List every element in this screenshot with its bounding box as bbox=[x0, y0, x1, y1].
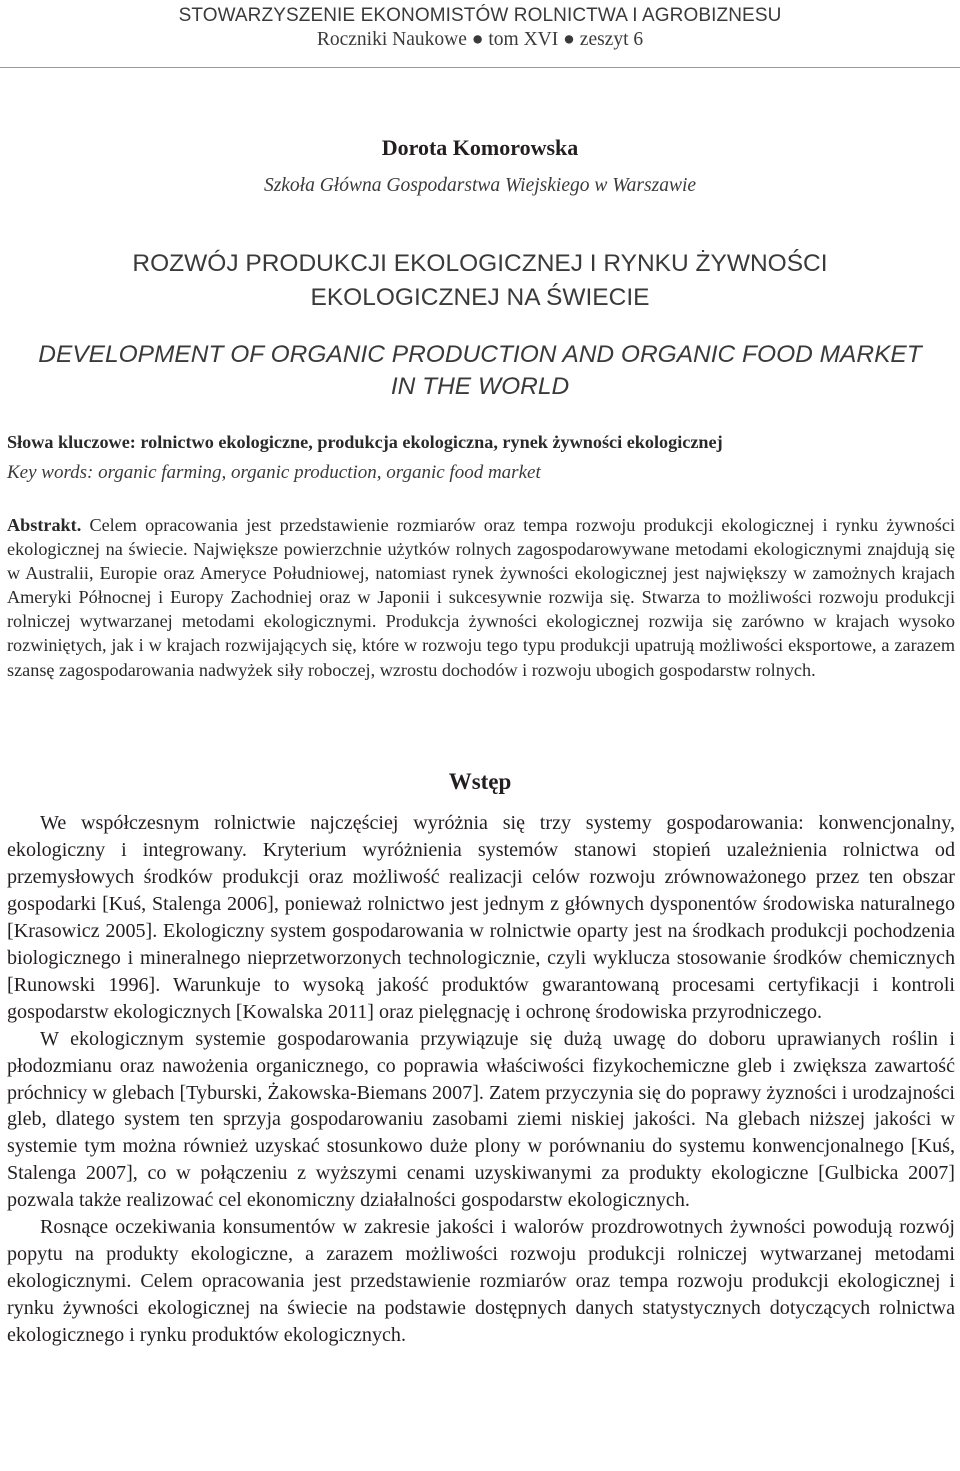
body-paragraph-1: We współczesnym rolnictwie najczęściej wyróżnia się trzy systemy gospodarowania: konwencjonalny, ekologiczny i integrowany. Kryterium wyróżnienia systemów stanowi stopień uzależnienia rolnictwa od przemysłowych środków produkcji oraz możliwość realizacji celów rozwoju zrównoważonego przez ten obszar gospodarki [Kuś, Stalenga 2006], ponieważ rolnictwo jest jednym z głównych dysponentów środowiska naturalnego [Krasowicz 2005]. Ekologiczny system gospodarowania w rolnictwie oparty jest na środkach produkcji pochodzenia biologicznego i mineralnego nieprzetworzonych technologicznie, czyli wyklucza stosowanie środków chemicznych [Runowski 1996]. Warunkuje to wysoką jakość produktów gwarantowaną procesami certyfikacji i kontroli gospodarstw ekologicznych [Kowalska 2011] oraz pielęgnację i ochronę środowiska przyrodniczego. bbox=[7, 812, 955, 1023]
keywords-polish: Słowa kluczowe: rolnictwo ekologiczne, produkcja ekologiczna, rynek żywności ekologicznej bbox=[7, 432, 723, 452]
title-polish bbox=[0, 247, 960, 315]
section-heading: Wstęp bbox=[448, 769, 512, 794]
title-english-line-1: DEVELOPMENT OF ORGANIC PRODUCTION AND ORGANIC FOOD MARKET bbox=[38, 341, 922, 368]
title-polish-line-1: ROZWÓJ PRODUKCJI EKOLOGICZNEJ I RYNKU ŻYWNOŚCI bbox=[132, 250, 828, 277]
author-name: Dorota Komorowska bbox=[381, 135, 579, 160]
association-name: STOWARZYSZENIE EKONOMISTÓW ROLNICTWA I AGROBIZNESU bbox=[178, 5, 782, 26]
header-rule bbox=[0, 67, 960, 68]
abstract-text: Celem opracowania jest przedstawienie rozmiarów oraz tempa rozwoju produkcji ekologicznej i rynku żywności ekologicznej na świecie. Największe powierzchnie użytków rolnych zagospodarowywane metodami ekologicznymi znajdują się w Australii, Europie oraz Ameryce Południowej, natomiast rynek żywności ekologicznej jest największy w zamożnych krajach Ameryki Północnej i Europy Zachodniej oraz w Japonii i sukcesywnie rozwija się. Stwarza to możliwości rozwoju produkcji rolniczej wytwarzanej metodami ekologicznymi. Produkcja żywności ekologicznej rozwija się zarówno w krajach wysoko rozwiniętych, jak i w krajach rozwijających się, które w rozwoju tego typu produkcji upatrują możliwości eksportowe, a zarazem szansę zagospodarowania nadwyżek siły roboczej, wzrostu dochodów i rozwoju ubogich gospodarstw rolnych. bbox=[7, 515, 956, 680]
author-affiliation: Szkoła Główna Gospodarstwa Wiejskiego w Warszawie bbox=[263, 175, 697, 196]
abstract-paragraph bbox=[7, 513, 955, 682]
title-english bbox=[0, 339, 960, 403]
journal-issue: Roczniki Naukowe ● tom XVI ● zeszyt 6 bbox=[316, 29, 644, 50]
body-paragraph-2: W ekologicznym systemie gospodarowania przywiązuje się dużą uwagę do doboru uprawianych roślin i płodozmianu oraz nawożenia organicznego, co poprawia właściwości fizykochemiczne gleb i zwiększa zawartość próchnicy w glebach [Tyburski, Żakowska-Biemans 2007]. Zatem przyczynia się do poprawy żyzności i urodzajności gleb, dlatego system ten sprzyja gospodarowaniu zasobami ziemi niskiej jakości. Na glebach niższej jakości w systemie tym można również uzyskać stosunkowo duże plony w porównaniu do systemu konwencjonalnego [Kuś, Stalenga 2007], co w połączeniu z wyższymi cenami uzyskiwanymi za produkty ekologiczne [Gulbicka 2007] pozwala także realizować cel ekonomiczny działalności gospodarstw ekologicznych. bbox=[7, 1027, 955, 1212]
journal-header bbox=[0, 4, 960, 52]
body-paragraph-3: Rosnące oczekiwania konsumentów w zakresie jakości i walorów prozdrowotnych żywności powodują rozwój popytu na produkty ekologiczne, a zarazem możliwości rozwoju produkcji rolniczej wytwarzanej metodami ekologicznymi. Celem opracowania jest przedstawienie rozmiarów oraz tempa rozwoju produkcji ekologicznej i rynku żywności ekologicznej na świecie na podstawie dostępnych danych statystycznych dotyczących rolnictwa ekologicznego i rynku produktów ekologicznych. bbox=[7, 1216, 955, 1347]
abstract-label: Abstrakt. bbox=[7, 515, 82, 535]
abstract bbox=[7, 513, 955, 682]
title-polish-line-2: EKOLOGICZNEJ NA ŚWIECIE bbox=[310, 284, 650, 311]
section-body bbox=[7, 810, 955, 1349]
keywords-english: Key words: organic farming, organic production, organic food market bbox=[7, 462, 541, 483]
title-english-line-2: IN THE WORLD bbox=[390, 373, 570, 400]
